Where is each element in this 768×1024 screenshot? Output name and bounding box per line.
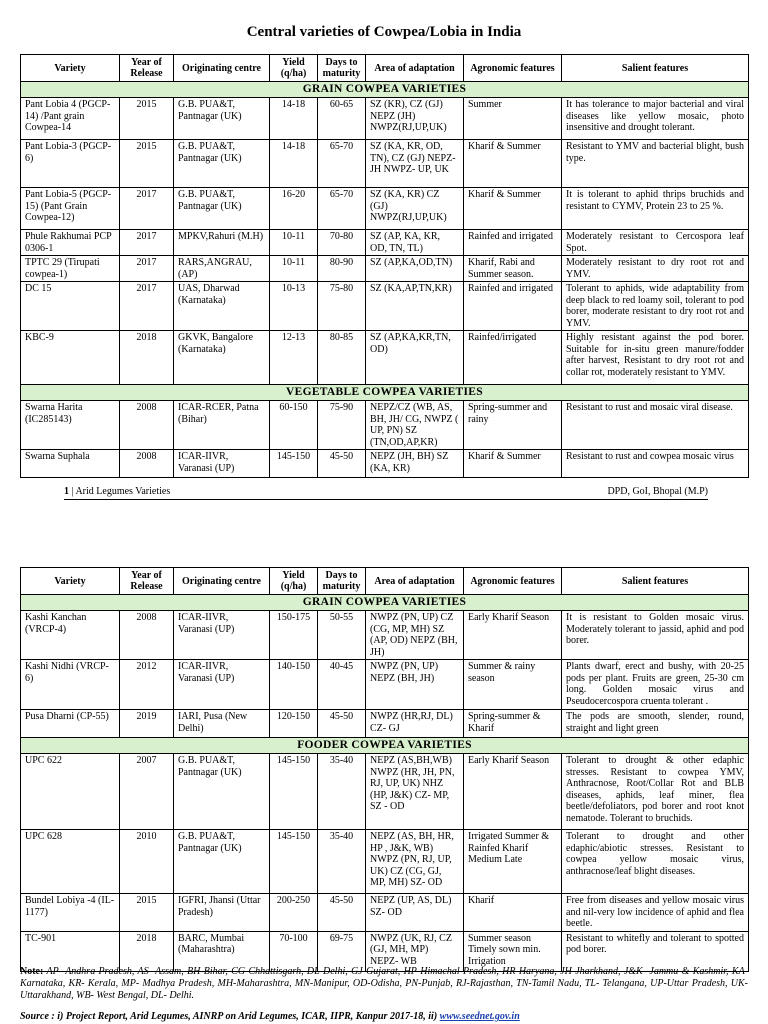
table-row <box>21 931 749 971</box>
area-cell: SZ (AP,KA,OD,TN) <box>366 256 464 282</box>
table-row <box>21 140 749 188</box>
agronomic-cell: Kharif <box>464 894 562 932</box>
yield-cell: 10-13 <box>270 282 318 331</box>
year-cell: 2018 <box>120 931 174 971</box>
salient-cell: Resistant to whitefly and tolerant to spotted pod borer. <box>562 931 749 971</box>
centre-cell: G.B. PUA&T, Pantnagar (UK) <box>174 754 270 830</box>
agronomic-cell: Kharif & Summer <box>464 450 562 478</box>
table-row <box>21 894 749 932</box>
salient-cell: It is tolerant to aphid thrips bruchids and resistant to CYMV, Protein 23 to 25 %. <box>562 188 749 230</box>
agronomic-cell: Rainfed/irrigated <box>464 331 562 385</box>
days-cell: 80-85 <box>318 331 366 385</box>
header-originating-centre: Originating centre <box>174 568 270 595</box>
header-salient-features: Salient features <box>562 55 749 82</box>
header-area-of-adaptation: Area of adaptation <box>366 55 464 82</box>
source-link[interactable]: www.seednet.gov.in <box>439 1011 520 1022</box>
area-cell: SZ (AP, KA, KR, OD, TN, TL) <box>366 230 464 256</box>
salient-cell: Resistant to YMV and bacterial blight, bush type. <box>562 140 749 188</box>
centre-cell: UAS, Dharwad (Karnataka) <box>174 282 270 331</box>
year-cell: 2015 <box>120 140 174 188</box>
yield-cell: 145-150 <box>270 450 318 478</box>
salient-cell: Free from diseases and yellow mosaic virus and nil-very low incidence of aphid and flea beetle. <box>562 894 749 932</box>
year-cell: 2012 <box>120 660 174 710</box>
year-cell: 2015 <box>120 894 174 932</box>
days-cell: 65-70 <box>318 140 366 188</box>
variety-cell: Pant Lobia-3 (PGCP-6) <box>21 140 120 188</box>
area-cell: NEPZ/CZ (WB, AS, BH, JH/ CG, NWPZ ( UP, PN) SZ (TN,OD,AP,KR) <box>366 401 464 450</box>
centre-cell: IARI, Pusa (New Delhi) <box>174 710 270 738</box>
section-heading: FOODER COWPEA VARIETIES <box>21 738 749 754</box>
agronomic-cell: Summer season Timely sown min. Irrigation <box>464 931 562 971</box>
year-cell: 2008 <box>120 401 174 450</box>
area-cell: SZ (KA, KR) CZ (GJ) NWPZ(RJ,UP,UK) <box>366 188 464 230</box>
variety-cell: Pant Lobia-5 (PGCP-15) (Pant Grain Cowpea-12) <box>21 188 120 230</box>
agronomic-cell: Kharif & Summer <box>464 188 562 230</box>
area-cell: NWPZ (UK, RJ, CZ (GJ, MH, MP) NEPZ- WB <box>366 931 464 971</box>
footer-right-text: DPD, GoI, Bhopal (M.P) <box>607 486 708 497</box>
centre-cell: BARC, Mumbai (Maharashtra) <box>174 931 270 971</box>
table-row <box>21 611 749 660</box>
yield-cell: 10-11 <box>270 256 318 282</box>
header-agronomic-features: Agronomic features <box>464 568 562 595</box>
variety-cell: Pant Lobia 4 (PGCP-14) /Pant grain Cowpea-14 <box>21 98 120 140</box>
header-originating-centre: Originating centre <box>174 55 270 82</box>
source-citation <box>20 1011 748 1023</box>
variety-cell: Swarna Suphala <box>21 450 120 478</box>
area-cell: NEPZ (AS, BH, HR, HP , J&K, WB) NWPZ (PN, RJ, UP, UK) CZ (CG, GJ, MP, MH) SZ- OD <box>366 830 464 894</box>
days-cell: 75-80 <box>318 282 366 331</box>
section-heading: GRAIN COWPEA VARIETIES <box>21 82 749 98</box>
days-cell: 65-70 <box>318 188 366 230</box>
table-row <box>21 754 749 830</box>
variety-cell: Swarna Harita (IC285143) <box>21 401 120 450</box>
year-cell: 2008 <box>120 450 174 478</box>
area-cell: NWPZ (PN, UP) CZ (CG, MP, MH) SZ (AP, OD) NEPZ (BH, JH) <box>366 611 464 660</box>
header-year-of-release: Year of Release <box>120 568 174 595</box>
days-cell: 80-90 <box>318 256 366 282</box>
year-cell: 2017 <box>120 230 174 256</box>
agronomic-cell: Rainfed and irrigated <box>464 282 562 331</box>
agronomic-cell: Spring-summer & Kharif <box>464 710 562 738</box>
yield-cell: 14-18 <box>270 140 318 188</box>
centre-cell: ICAR-RCER, Patna (Bihar) <box>174 401 270 450</box>
table-row <box>21 660 749 710</box>
note-label: Note: <box>20 966 44 977</box>
varieties-table-2 <box>20 567 749 972</box>
days-cell: 45-50 <box>318 450 366 478</box>
days-cell: 35-40 <box>318 830 366 894</box>
salient-cell: Resistant to rust and cowpea mosaic virus <box>562 450 749 478</box>
centre-cell: GKVK, Bangalore (Karnataka) <box>174 331 270 385</box>
table-row <box>21 450 749 478</box>
yield-cell: 145-150 <box>270 830 318 894</box>
salient-cell: Highly resistant against the pod borer. Suitable for in-situ green manure/fodder after harvest, Resistant to dry root rot and collar rot, moderately resistant to YMV. <box>562 331 749 385</box>
header-variety: Variety <box>21 55 120 82</box>
section-heading: GRAIN COWPEA VARIETIES <box>21 595 749 611</box>
table-row <box>21 98 749 140</box>
area-cell: SZ (KA,AP,TN,KR) <box>366 282 464 331</box>
area-cell: NEPZ (JH, BH) SZ (KA, KR) <box>366 450 464 478</box>
variety-cell: Phule Rakhumai PCP 0306-1 <box>21 230 120 256</box>
agronomic-cell: Rainfed and irrigated <box>464 230 562 256</box>
footer-left-text: Arid Legumes Varieties <box>75 486 171 497</box>
agronomic-cell: Irrigated Summer & Rainfed Kharif Medium Late <box>464 830 562 894</box>
table-row <box>21 256 749 282</box>
area-cell: SZ (AP,KA,KR,TN, OD) <box>366 331 464 385</box>
salient-cell: Resistant to rust and mosaic viral disease. <box>562 401 749 450</box>
salient-cell: Moderately resistant to Cercospora leaf Spot. <box>562 230 749 256</box>
year-cell: 2007 <box>120 754 174 830</box>
yield-cell: 14-18 <box>270 98 318 140</box>
area-cell: NEPZ (UP, AS, DL) SZ- OD <box>366 894 464 932</box>
salient-cell: Plants dwarf, erect and bushy, with 20-25 pods per plant. Fruits are green, 25-30 cm long. Golden mosaic virus and Pseudocercospora cruenta tolerant . <box>562 660 749 710</box>
page-number: 1 <box>64 486 69 497</box>
header-yield: Yield (q/ha) <box>270 55 318 82</box>
page-footer <box>64 486 708 500</box>
header-agronomic-features: Agronomic features <box>464 55 562 82</box>
agronomic-cell: Kharif & Summer <box>464 140 562 188</box>
variety-cell: TPTC 29 (Tirupati cowpea-1) <box>21 256 120 282</box>
year-cell: 2010 <box>120 830 174 894</box>
table-row <box>21 230 749 256</box>
salient-cell: The pods are smooth, slender, round, straight and light green <box>562 710 749 738</box>
centre-cell: G.B. PUA&T, Pantnagar (UK) <box>174 98 270 140</box>
agronomic-cell: Summer <box>464 98 562 140</box>
agronomic-cell: Summer & rainy season <box>464 660 562 710</box>
footer-separator: | <box>71 486 76 497</box>
header-variety: Variety <box>21 568 120 595</box>
year-cell: 2017 <box>120 282 174 331</box>
variety-cell: Pusa Dharni (CP-55) <box>21 710 120 738</box>
centre-cell: IGFRI, Jhansi (Uttar Pradesh) <box>174 894 270 932</box>
salient-cell: Tolerant to drought and other edaphic/abiotic stresses. Resistant to cowpea yellow mosaic virus, anthracnose/leaf blight diseases. <box>562 830 749 894</box>
variety-cell: UPC 628 <box>21 830 120 894</box>
agronomic-cell: Kharif, Rabi and Summer season. <box>464 256 562 282</box>
salient-cell: Moderately resistant to dry root rot and YMV. <box>562 256 749 282</box>
section-heading: VEGETABLE COWPEA VARIETIES <box>21 385 749 401</box>
page-title: Central varieties of Cowpea/Lobia in India <box>246 24 522 40</box>
yield-cell: 120-150 <box>270 710 318 738</box>
table-row <box>21 282 749 331</box>
header-year-of-release: Year of Release <box>120 55 174 82</box>
days-cell: 75-90 <box>318 401 366 450</box>
days-cell: 70-80 <box>318 230 366 256</box>
centre-cell: RARS,ANGRAU, (AP) <box>174 256 270 282</box>
yield-cell: 12-13 <box>270 331 318 385</box>
year-cell: 2015 <box>120 98 174 140</box>
days-cell: 35-40 <box>318 754 366 830</box>
area-cell: SZ (KA, KR, OD, TN), CZ (GJ) NEPZ- JH NWPZ- UP, UK <box>366 140 464 188</box>
header-area-of-adaptation: Area of adaptation <box>366 568 464 595</box>
header-salient-features: Salient features <box>562 568 749 595</box>
variety-cell: Bundel Lobiya -4 (IL- 1177) <box>21 894 120 932</box>
yield-cell: 140-150 <box>270 660 318 710</box>
header-days-to-maturity: Days to maturity <box>318 55 366 82</box>
header-yield: Yield (q/ha) <box>270 568 318 595</box>
year-cell: 2008 <box>120 611 174 660</box>
year-cell: 2017 <box>120 256 174 282</box>
centre-cell: ICAR-IIVR, Varanasi (UP) <box>174 450 270 478</box>
year-cell: 2019 <box>120 710 174 738</box>
area-cell: SZ (KR), CZ (GJ) NEPZ (JH) NWPZ(RJ,UP,UK) <box>366 98 464 140</box>
agronomic-cell: Spring-summer and rainy <box>464 401 562 450</box>
table-row <box>21 710 749 738</box>
yield-cell: 145-150 <box>270 754 318 830</box>
varieties-table-1 <box>20 54 749 478</box>
variety-cell: KBC-9 <box>21 331 120 385</box>
variety-cell: Kashi Kanchan (VRCP-4) <box>21 611 120 660</box>
centre-cell: MPKV,Rahuri (M.H) <box>174 230 270 256</box>
days-cell: 40-45 <box>318 660 366 710</box>
yield-cell: 200-250 <box>270 894 318 932</box>
yield-cell: 70-100 <box>270 931 318 971</box>
salient-cell: Tolerant to drought & other edaphic stresses. Resistant to cowpea YMV, Anthracnose, Root/Collar Rot and BLB diseases, aphids, leaf miner, flea beetle/defoliators, pod borer and root knot nematode. Tolerant to bruchids. <box>562 754 749 830</box>
note-text: AP- Andhra Pradesh, AS- Assam, BH-Bihar, CG-Chhattisgarh, DL-Delhi, GJ-Gujarat, HP-Himachal Pradesh, HR-Haryana, JH-Jharkhand, J&K- Jammu & Kashmir, KA-Karnataka, KR- Kerala, MP- Madhya Pradesh, MH-Maharashtra, MN-Manipur, OD-Odisha, PN-Punjab, RJ-Rajasthan, TN-Tamil Nadu, TL- Telangana, UP-Uttar Pradesh, UK- Uttarakhand, WB- West Bengal, DL- Delhi. <box>20 966 749 1001</box>
yield-cell: 60-150 <box>270 401 318 450</box>
source-text: Source : i) Project Report, Arid Legumes, AINRP on Arid Legumes, ICAR, IIPR, Kanpur 2017-18, ii) <box>20 1011 440 1022</box>
centre-cell: ICAR-IIVR, Varanasi (UP) <box>174 611 270 660</box>
yield-cell: 10-11 <box>270 230 318 256</box>
salient-cell: Tolerant to aphids, wide adaptability from deep black to red loamy soil, tolerant to pod borer, moderate resistant to dry root rot and YMV. <box>562 282 749 331</box>
area-cell: NWPZ (PN, UP) NEPZ (BH, JH) <box>366 660 464 710</box>
year-cell: 2018 <box>120 331 174 385</box>
year-cell: 2017 <box>120 188 174 230</box>
yield-cell: 16-20 <box>270 188 318 230</box>
days-cell: 50-55 <box>318 611 366 660</box>
table-row <box>21 331 749 385</box>
variety-cell: DC 15 <box>21 282 120 331</box>
centre-cell: G.B. PUA&T, Pantnagar (UK) <box>174 830 270 894</box>
days-cell: 69-75 <box>318 931 366 971</box>
area-cell: NEPZ (AS,BH,WB) NWPZ (HR, JH, PN, RJ, UP, UK) NHZ (HP, J&K) CZ- MP, SZ - OD <box>366 754 464 830</box>
centre-cell: G.B. PUA&T, Pantnagar (UK) <box>174 140 270 188</box>
centre-cell: G.B. PUA&T, Pantnagar (UK) <box>174 188 270 230</box>
table-row <box>21 401 749 450</box>
table-row <box>21 188 749 230</box>
centre-cell: ICAR-IIVR, Varanasi (UP) <box>174 660 270 710</box>
salient-cell: It is resistant to Golden mosaic virus. Moderately tolerant to jassid, aphid and pod borer. <box>562 611 749 660</box>
agronomic-cell: Early Kharif Season <box>464 611 562 660</box>
days-cell: 60-65 <box>318 98 366 140</box>
variety-cell: TC-901 <box>21 931 120 971</box>
yield-cell: 150-175 <box>270 611 318 660</box>
salient-cell: It has tolerance to major bacterial and viral diseases like yellow mosaic, photo insensitive and drought tolerant. <box>562 98 749 140</box>
days-cell: 45-50 <box>318 710 366 738</box>
variety-cell: UPC 622 <box>21 754 120 830</box>
agronomic-cell: Early Kharif Season <box>464 754 562 830</box>
variety-cell: Kashi Nidhi (VRCP-6) <box>21 660 120 710</box>
table-row <box>21 830 749 894</box>
area-cell: NWPZ (HR,RJ, DL) CZ- GJ <box>366 710 464 738</box>
abbreviation-note <box>20 966 748 1002</box>
days-cell: 45-50 <box>318 894 366 932</box>
header-days-to-maturity: Days to maturity <box>318 568 366 595</box>
